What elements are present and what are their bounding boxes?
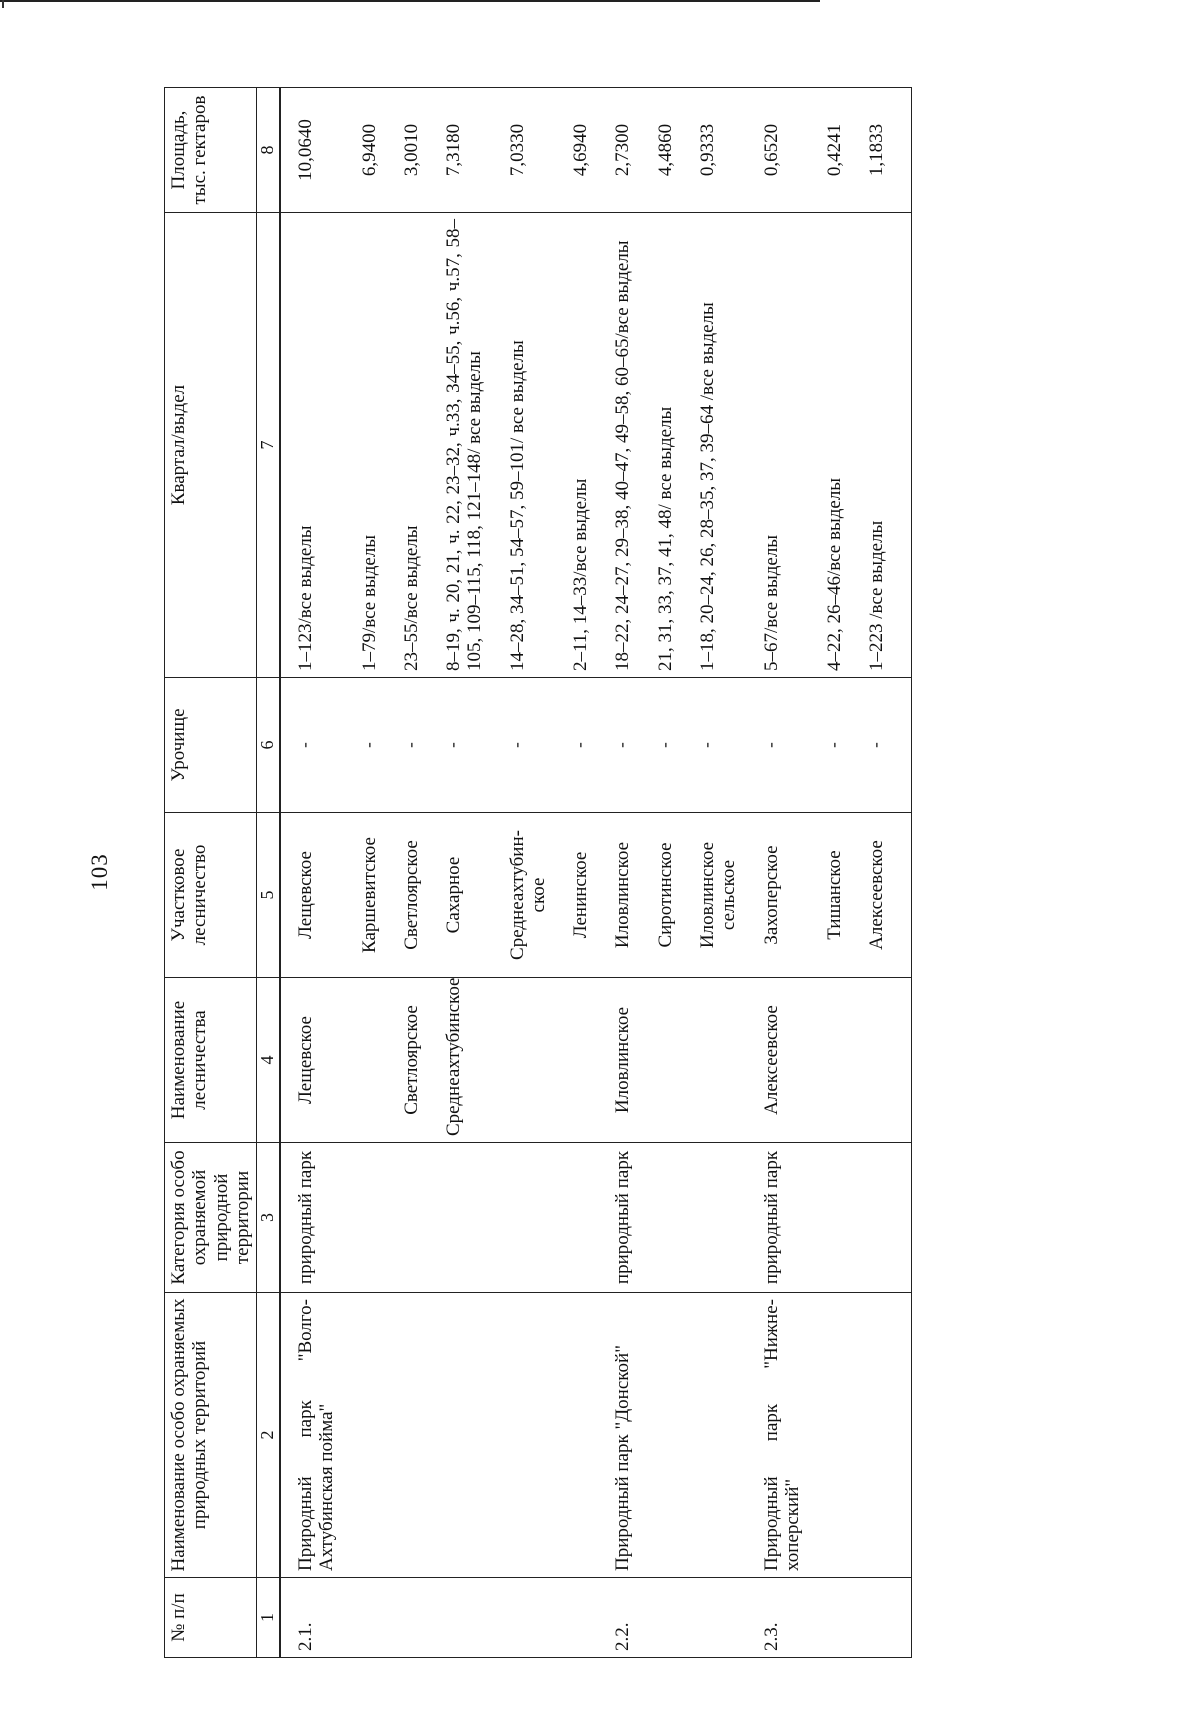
column-number: 4: [257, 978, 281, 1143]
area-category: природный парк: [741, 1143, 805, 1293]
column-number: 5: [257, 813, 281, 978]
area-category: [487, 1143, 551, 1293]
row-number: [635, 1578, 677, 1658]
quarter-range: 18–22, 24–27, 29–38, 40–47, 49–58, 60–65/все выделы: [592, 213, 634, 678]
forestry-name: Светлоярское: [381, 978, 423, 1143]
row-number: [846, 1578, 888, 1658]
quarter-range: 5–67/все выделы: [741, 213, 805, 678]
table-header-row: [165, 88, 257, 1658]
quarter-range: 14–28, 34–51, 54–57, 59–101/ все выделы: [487, 213, 551, 678]
area-value: 0,6520: [741, 88, 805, 213]
area-value: 4,6940: [550, 88, 592, 213]
column-number: 1: [257, 1578, 281, 1658]
area-category: [846, 1143, 888, 1293]
area-value: 0,9333: [677, 88, 741, 213]
area-value: 7,0330: [487, 88, 551, 213]
tract-name: -: [550, 678, 592, 813]
area-name: Природный парк "Нижне-хоперский": [741, 1293, 805, 1578]
district-forestry-name: Ленинское: [550, 813, 592, 978]
area-name: [550, 1293, 592, 1578]
area-category: природный парк: [280, 1143, 339, 1293]
tract-name: -: [846, 678, 888, 813]
area-value: 2,7300: [592, 88, 634, 213]
header-forestry: Наименование лесничества: [165, 978, 257, 1143]
forestry-name: Среднеахтубинское: [423, 978, 487, 1143]
row-number: [677, 1578, 741, 1658]
table-row: [846, 88, 888, 1658]
area-name: [846, 1293, 888, 1578]
district-forestry-name: Каршевитское: [339, 813, 381, 978]
table-row: [280, 88, 339, 1658]
scan-edge-line: [0, 0, 820, 2]
table-row: [423, 88, 487, 1658]
forestry-name: [804, 978, 846, 1143]
quarter-range: 2–11, 14–33/все выделы: [550, 213, 592, 678]
area-category: [339, 1143, 381, 1293]
tract-name: -: [423, 678, 487, 813]
row-number: [423, 1578, 487, 1658]
protected-areas-table: [164, 87, 912, 1658]
tract-name: -: [635, 678, 677, 813]
rotated-table-container: [164, 88, 1059, 1658]
row-number: [381, 1578, 423, 1658]
area-value: 6,9400: [339, 88, 381, 213]
forestry-name: [846, 978, 888, 1143]
table-bottom-row: [889, 88, 912, 1658]
quarter-range: 8–19, ч. 20, 21, ч. 22, 23–32, ч.33, 34–55, ч.56, ч.57, 58–105, 109–115, 118, 121–148/ все выделы: [423, 213, 487, 678]
district-forestry-name: Алексеевское: [846, 813, 888, 978]
row-number: [804, 1578, 846, 1658]
header-tract: Урочище: [165, 678, 257, 813]
page-number: 103: [87, 853, 112, 891]
district-forestry-name: Среднеахтубин-ское: [487, 813, 551, 978]
header-category: Категория особо охраняемой природной территории: [165, 1143, 257, 1293]
district-forestry-name: Иловлинское сельское: [677, 813, 741, 978]
area-category: [381, 1143, 423, 1293]
header-area-name: Наименование особо охраняемых природных территорий: [165, 1293, 257, 1578]
header-quarter: Квартал/выдел: [165, 213, 257, 678]
area-value: 3,0010: [381, 88, 423, 213]
forestry-name: [550, 978, 592, 1143]
quarter-range: 1–18, 20–24, 26, 28–35, 37, 39–64 /все выделы: [677, 213, 741, 678]
area-value: 7,3180: [423, 88, 487, 213]
table-row: [635, 88, 677, 1658]
quarter-range: 1–223 /все выделы: [846, 213, 888, 678]
forestry-name: Алексеевское: [741, 978, 805, 1143]
scan-edge-mark: [2, 0, 4, 8]
table-row: [592, 88, 634, 1658]
forestry-name: Лещевское: [280, 978, 339, 1143]
area-category: [804, 1143, 846, 1293]
row-number: 2.1.: [280, 1578, 339, 1658]
column-number: 3: [257, 1143, 281, 1293]
quarter-range: 1–79/все выделы: [339, 213, 381, 678]
area-category: природный парк: [592, 1143, 634, 1293]
row-number: [487, 1578, 551, 1658]
district-forestry-name: Иловлинское: [592, 813, 634, 978]
row-number: 2.3.: [741, 1578, 805, 1658]
row-number: 2.2.: [592, 1578, 634, 1658]
tract-name: -: [677, 678, 741, 813]
district-forestry-name: Захоперское: [741, 813, 805, 978]
area-value: 0,4241: [804, 88, 846, 213]
table-row: [804, 88, 846, 1658]
column-number: 7: [257, 213, 281, 678]
area-category: [677, 1143, 741, 1293]
area-name: [804, 1293, 846, 1578]
area-value: 4,4860: [635, 88, 677, 213]
quarter-range: 23–55/все выделы: [381, 213, 423, 678]
area-value: 10,0640: [280, 88, 339, 213]
table-row: [487, 88, 551, 1658]
tract-name: -: [804, 678, 846, 813]
row-number: [339, 1578, 381, 1658]
table-row: [339, 88, 381, 1658]
quarter-range: 21, 31, 33, 37, 41, 48/ все выделы: [635, 213, 677, 678]
quarter-range: 4–22, 26–46/все выделы: [804, 213, 846, 678]
column-number: 2: [257, 1293, 281, 1578]
forestry-name: [487, 978, 551, 1143]
area-category: [635, 1143, 677, 1293]
header-number: № п/п: [165, 1578, 257, 1658]
header-district-forestry: Участковое лесничество: [165, 813, 257, 978]
area-name: [677, 1293, 741, 1578]
area-name: [635, 1293, 677, 1578]
table-row: [550, 88, 592, 1658]
tract-name: -: [741, 678, 805, 813]
tract-name: -: [487, 678, 551, 813]
table-row: [677, 88, 741, 1658]
tract-name: -: [339, 678, 381, 813]
column-number: 8: [257, 88, 281, 213]
quarter-range: 1–123/все выделы: [280, 213, 339, 678]
area-category: [550, 1143, 592, 1293]
district-forestry-name: Светлоярское: [381, 813, 423, 978]
tract-name: -: [280, 678, 339, 813]
table-row: [741, 88, 805, 1658]
district-forestry-name: Тишанское: [804, 813, 846, 978]
area-name: Природный парк "Донской": [592, 1293, 634, 1578]
forestry-name: [635, 978, 677, 1143]
district-forestry-name: Сахарное: [423, 813, 487, 978]
area-name: [339, 1293, 381, 1578]
header-area: Площадь, тыс. гектаров: [165, 88, 257, 213]
column-number-row: [257, 88, 281, 1658]
area-name: [487, 1293, 551, 1578]
forestry-name: [677, 978, 741, 1143]
table-row: [381, 88, 423, 1658]
row-number: [550, 1578, 592, 1658]
area-value: 1,1833: [846, 88, 888, 213]
forestry-name: Иловлинское: [592, 978, 634, 1143]
forestry-name: [339, 978, 381, 1143]
area-name: [423, 1293, 487, 1578]
area-name: [381, 1293, 423, 1578]
column-number: 6: [257, 678, 281, 813]
district-forestry-name: Лещевское: [280, 813, 339, 978]
district-forestry-name: Сиротинское: [635, 813, 677, 978]
area-category: [423, 1143, 487, 1293]
area-name: Природный парк "Волго-Ахтубинская пойма": [280, 1293, 339, 1578]
tract-name: -: [381, 678, 423, 813]
tract-name: -: [592, 678, 634, 813]
